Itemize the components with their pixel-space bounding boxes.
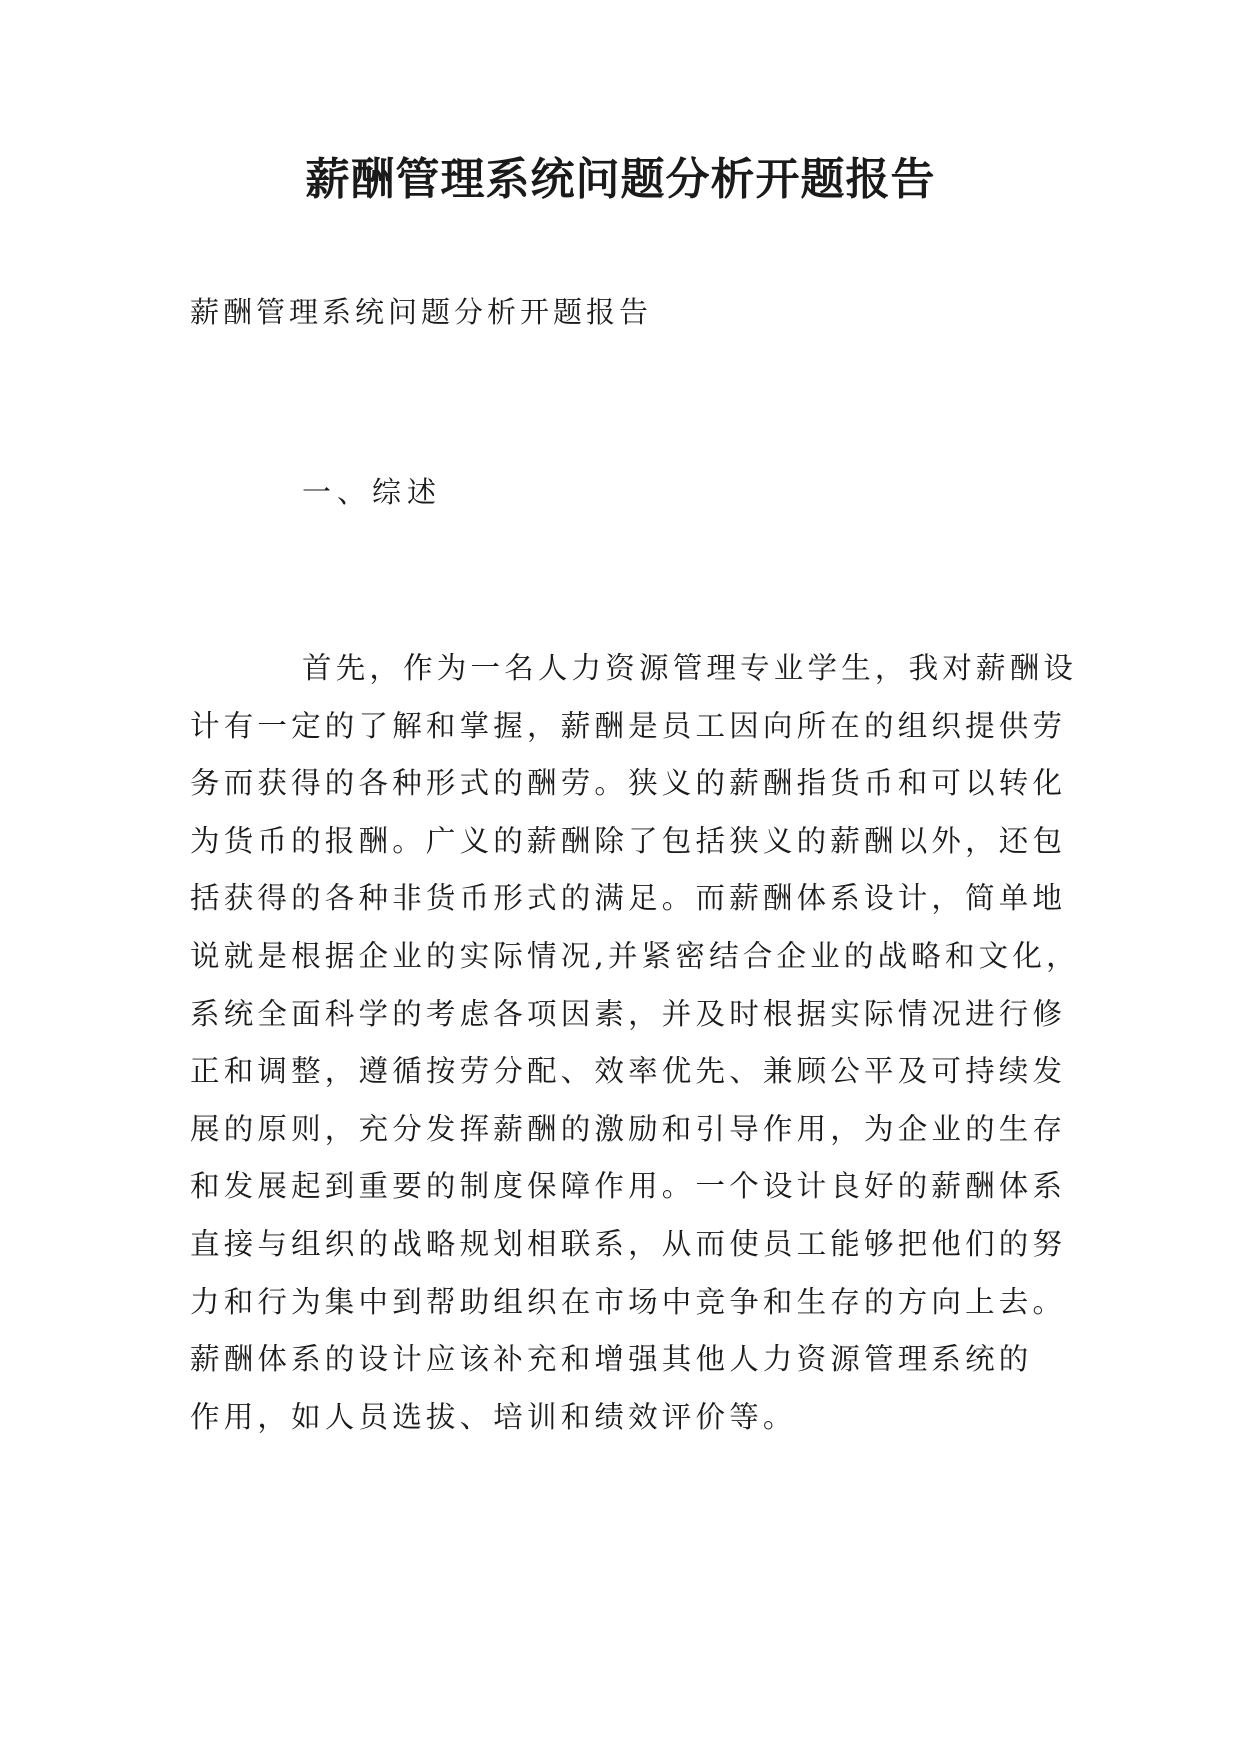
paragraph-line: 和发展起到重要的制度保障作用。一个设计良好的薪酬体系	[190, 1169, 1067, 1204]
document-title: 薪酬管理系统问题分析开题报告	[305, 154, 936, 205]
section-heading: 一、综述	[302, 475, 443, 509]
body-paragraph	[190, 640, 1080, 1446]
paragraph-line: 系统全面科学的考虑各项因素，并及时根据实际情况进行修	[190, 996, 1067, 1031]
paragraph-line: 薪酬体系的设计应该补充和增强其他人力资源管理系统的	[190, 1342, 1033, 1377]
paragraph-line: 计有一定的了解和掌握，薪酬是员工因向所在的组织提供劳	[190, 708, 1067, 743]
paragraph-line: 正和调整，遵循按劳分配、效率优先、兼顾公平及可持续发	[190, 1054, 1067, 1089]
paragraph-line: 说就是根据企业的实际情况,并紧密结合企业的战略和文化，	[190, 938, 1080, 973]
paragraph-line: 务而获得的各种形式的酬劳。狭义的薪酬指货币和可以转化	[190, 766, 1067, 801]
paragraph-line: 括获得的各种非货币形式的满足。而薪酬体系设计，简单地	[190, 881, 1067, 916]
paragraph-line: 直接与组织的战略规划相联系，从而使员工能够把他们的努	[190, 1226, 1067, 1261]
document-subtitle: 薪酬管理系统问题分析开题报告	[190, 295, 653, 329]
paragraph-line: 为货币的报酬。广义的薪酬除了包括狭义的薪酬以外，还包	[190, 823, 1067, 858]
paragraph-line: 作用，如人员选拔、培训和绩效评价等。	[190, 1399, 797, 1434]
paragraph-line: 首先，作为一名人力资源管理专业学生，我对薪酬设	[302, 651, 1078, 685]
paragraph-line: 力和行为集中到帮助组织在市场中竞争和生存的方向上去。	[190, 1284, 1067, 1319]
paragraph-line: 展的原则，充分发挥薪酬的激励和引导作用，为企业的生存	[190, 1111, 1067, 1146]
